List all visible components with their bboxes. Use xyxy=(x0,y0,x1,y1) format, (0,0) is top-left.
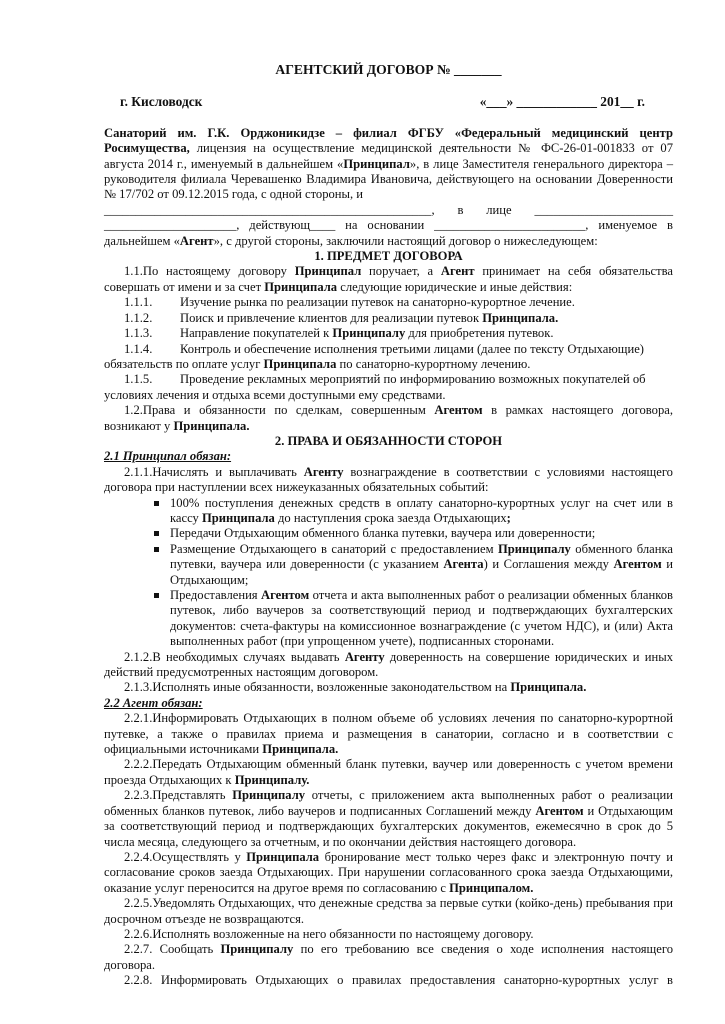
conditions-list xyxy=(104,496,673,650)
clause-1-1-5-continued: условиях лечения и отдыха всеми доступными ему средствами. xyxy=(104,387,446,402)
clause-2-1-2: 2.1.2.В необходимых случаях выдавать Агенту доверенность на совершение юридических и иных действий предусмотренных настоящим договором. xyxy=(104,649,673,680)
list-item: 100% поступления денежных средств в оплату санаторно-курортных услуг на счет или в кассу Принципала до наступления срока заезда Отдыхающих; xyxy=(158,496,673,527)
preamble-closing: дальнейшем «Агент», с другой стороны, заключили настоящий договор о нижеследующем: xyxy=(104,233,598,248)
list-item: Размещение Отдыхающего в санаторий с предоставлением Принципалу обменного бланка путевки, ваучера или доверенности (с указанием Агента) и Соглашения между Агентом и Отдыхающим; xyxy=(158,542,673,588)
clause-2-2-3: 2.2.3.Представлять Принципалу отчеты, с приложением акта выполненных работ о реализации обменных бланков путевок, либо ваучеров и подписанных Соглашений между Агентом и Отдыхающим за соответствующий период и подтверждающих бухгалтерских документов, ежемесячно в срок до 5 числа месяца, следующего за отчетным, и по окончании действия настоящего договора. xyxy=(104,788,674,849)
clause-2-2-4: 2.2.4.Осуществлять у Принципала бронирование мест только через факс и электронную почту и согласование сроков заезда Отдыхающих. При нарушении согласованного срока заезда Отдыхающими, оказание услуг переносится на другое время по согласованию с Принципалом. xyxy=(104,849,673,895)
clause-1-1-3: 1.1.3. Направление покупателей к Принципалу для приобретения путевок. xyxy=(124,326,554,341)
clause-1-1-5: 1.1.5. Проведение рекламных мероприятий по информированию возможных покупателей об xyxy=(124,372,646,387)
clause-2-2-1: 2.2.1.Информировать Отдыхающих в полном объеме об условиях лечения по санаторно-курортной путевке, а также о правилах приема и размещения в санатории, согласно и в соответствии с официальными источниками Принципала. xyxy=(104,711,673,757)
document-title: АГЕНТСКИЙ ДОГОВОР № _______ xyxy=(275,62,502,77)
clause-2-2-2: 2.2.2.Передать Отдыхающим обменный бланк путевки, ваучер или доверенность с учетом времени проезда Отдыхающих к Принципалу. xyxy=(104,757,673,787)
clause-2-2-6: 2.2.6.Исполнять возложенные на него обязанности по настоящему договору. xyxy=(124,926,534,941)
clause-1-1-4-continued: обязательств по оплате услуг Принципала по санаторно-курортному лечению. xyxy=(104,356,531,371)
contract-date: «___» ____________ 201__ г. xyxy=(479,94,645,110)
clause-2-2-5: 2.2.5.Уведомлять Отдыхающих, что денежные средства за первые сутки (койко-день) пребывания при досрочном отъезде не возвращаются. xyxy=(104,896,673,926)
subsection-2-2-heading: 2.2 Агент обязан: xyxy=(104,695,203,710)
clause-1-1: 1.1.По настоящему договору Принципал поручает, а Агент принимает на себя обязательства совершать от имени и за счет Принципала следующие юридические и иные действия: xyxy=(104,264,674,294)
preamble-blank-line-1: ____________________________________________________, в лице ______________________ xyxy=(104,202,673,217)
city: г. Кисловодск xyxy=(120,94,203,110)
clause-2-1-1: 2.1.1.Начислять и выплачивать Агенту вознаграждение в соответствии с условиями настоящего договора при наступлении всех нижеуказанных обязательных событий: xyxy=(104,464,673,495)
list-item: Передачи Отдыхающим обменного бланка путевки, ваучера или доверенности; xyxy=(158,526,673,541)
city-date-line xyxy=(104,94,673,109)
list-item: Предоставления Агентом отчета и акта выполненных работ о реализации обменных бланков путевок, либо ваучеров за соответствующий период и подтверждающих бухгалтерских документов: счета-фактуры на комиссионное вознаграждение (с учетом НДС), и (или) Акта выполненных работ (при упрощенном учете), подписанных сторонами. xyxy=(158,588,673,650)
preamble-paragraph: Санаторий им. Г.К. Орджоникидзе – филиал ФГБУ «Федеральный медицинский центр Росимущества, лицензия на осуществление медицинской деятельности № ФС-26-01-001833 от 07 августа 2014 г., именуемый в дальнейшем «Принципал», в лице Заместителя генерального директора – руководителя филиала Черевашенко Владимира Ивановича, действующего на основании Доверенности № 17/702 от 09.12.2015 года, с одной стороны, и xyxy=(104,125,673,202)
preamble-blank-line-2: _____________________, действующ____ на основании ________________________, именуемое в xyxy=(104,218,673,233)
section-2-title: 2. ПРАВА И ОБЯЗАННОСТИ СТОРОН xyxy=(274,433,503,448)
clause-1-2: 1.2.Права и обязанности по сделкам, совершенным Агентом в рамках настоящего договора, возникают у Принципала. xyxy=(104,403,673,433)
organization-name: Санаторий им. Г.К. Орджоникидзе – филиал ФГБУ «Федеральный медицинский центр Росимущества, xyxy=(104,125,673,156)
section-1-title: 1. ПРЕДМЕТ ДОГОВОРА xyxy=(314,249,463,264)
clause-1-1-2: 1.1.2. Поиск и привлечение клиентов для реализации путевок Принципала. xyxy=(124,310,559,325)
subsection-2-1-heading: 2.1 Принципал обязан: xyxy=(104,449,232,464)
clause-1-1-1: 1.1.1. Изучение рынка по реализации путевок на санаторно-курортное лечение. xyxy=(124,295,575,310)
clause-2-1-3: 2.1.3.Исполнять иные обязанности, возложенные законодательством на Принципала. xyxy=(124,680,587,695)
clause-2-2-8: 2.2.8. Информировать Отдыхающих о правилах предоставления санаторно-курортных услуг в xyxy=(124,973,673,988)
clause-1-1-4: 1.1.4. Контроль и обеспечение исполнения третьими лицами (далее по тексту Отдыхающие) xyxy=(124,341,645,356)
clause-2-2-7: 2.2.7. Сообщать Принципалу по его требованию все сведения о ходе исполнения настоящего договора. xyxy=(104,942,673,972)
